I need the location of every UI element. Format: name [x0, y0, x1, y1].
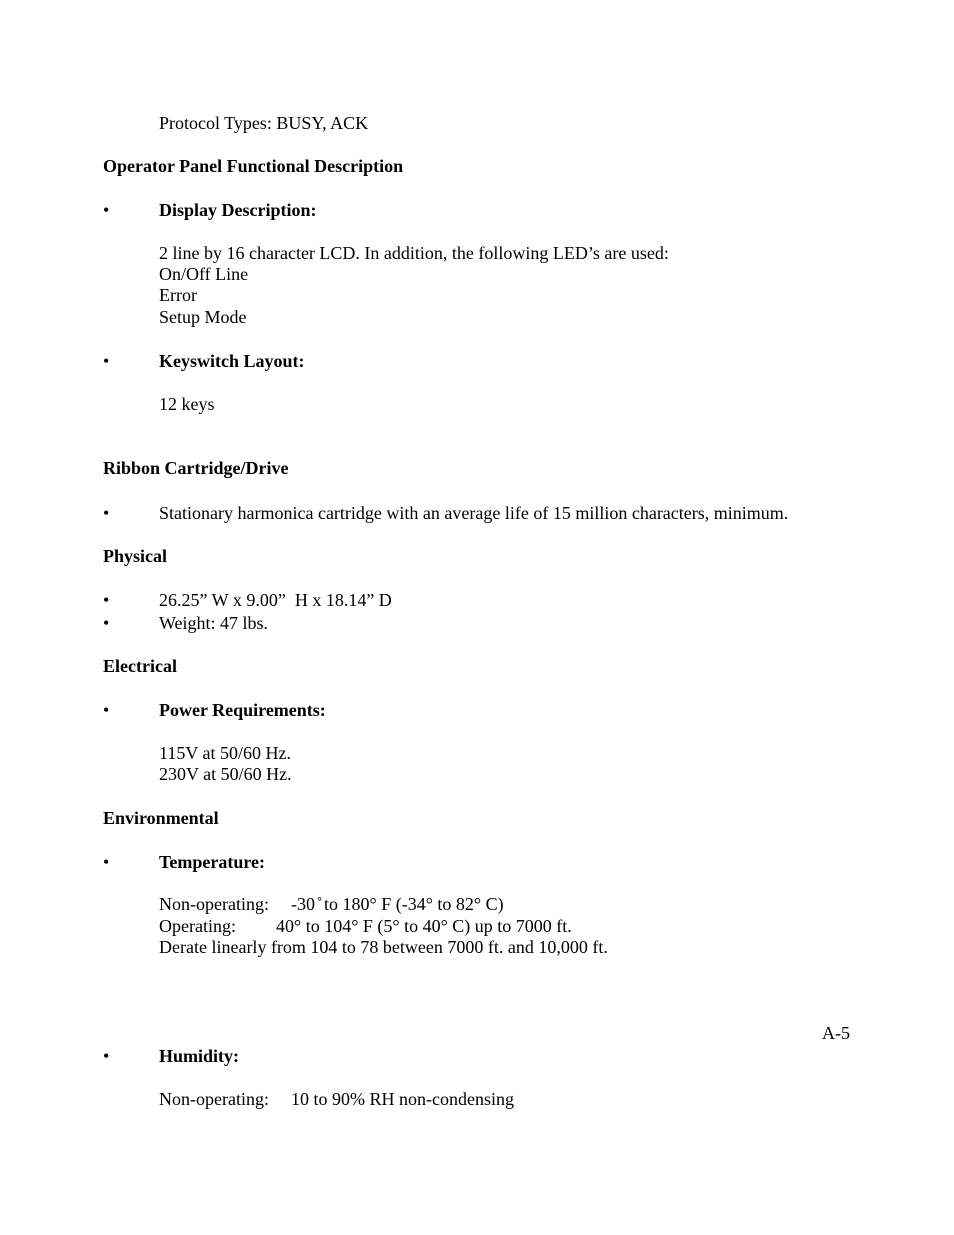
bullet-power: • [103, 700, 110, 720]
bullet-display: • [103, 200, 110, 220]
bullet-ribbon: • [103, 503, 110, 523]
humidity-label: Humidity: [159, 1046, 240, 1066]
physical-weight: Weight: 47 lbs. [159, 613, 269, 633]
keyswitch-layout-label: Keyswitch Layout: [159, 351, 305, 371]
display-line-2: On/Off Line [159, 264, 249, 284]
ribbon-item: Stationary harmonica cartridge with an average life of 15 million characters, minimum. [159, 503, 789, 523]
protocol-types-line: Protocol Types: BUSY, ACK [159, 113, 369, 133]
bullet-temperature: • [103, 852, 110, 872]
display-line-4: Setup Mode [159, 307, 247, 327]
temp-nonop-label: Non-operating: [159, 894, 269, 914]
display-line-1: 2 line by 16 character LCD. In addition, the following LED’s are used: [159, 243, 669, 263]
temp-nonop-value: -30 ̊ to 180° F (-34° to 82° C) [291, 894, 504, 914]
physical-dimensions: 26.25” W x 9.00” H x 18.14” D [159, 590, 392, 610]
temp-op-value: 40° to 104° F (5° to 40° C) up to 7000 ft. [276, 916, 572, 936]
environmental-heading: Environmental [103, 808, 219, 828]
keyswitch-value: 12 keys [159, 394, 215, 414]
humidity-nonop-label: Non-operating: [159, 1089, 269, 1109]
display-line-3: Error [159, 285, 197, 305]
power-requirements-label: Power Requirements: [159, 700, 326, 720]
power-line-1: 115V at 50/60 Hz. [159, 743, 291, 763]
physical-heading: Physical [103, 546, 168, 566]
page-number: A-5 [822, 1023, 850, 1043]
bullet-physical-1: • [103, 590, 110, 610]
temp-op-label: Operating: [159, 916, 236, 936]
electrical-heading: Electrical [103, 656, 177, 676]
humidity-nonop-value: 10 to 90% RH non-condensing [291, 1089, 514, 1109]
temp-derate: Derate linearly from 104 to 78 between 7000 ft. and 10,000 ft. [159, 937, 608, 957]
temperature-label: Temperature: [159, 852, 265, 872]
display-description-label: Display Description: [159, 200, 317, 220]
bullet-keyswitch: • [103, 351, 110, 371]
operator-panel-heading: Operator Panel Functional Description [103, 156, 404, 176]
bullet-humidity: • [103, 1046, 110, 1066]
bullet-physical-2: • [103, 613, 110, 633]
power-line-2: 230V at 50/60 Hz. [159, 764, 292, 784]
ribbon-heading: Ribbon Cartridge/Drive [103, 458, 289, 478]
